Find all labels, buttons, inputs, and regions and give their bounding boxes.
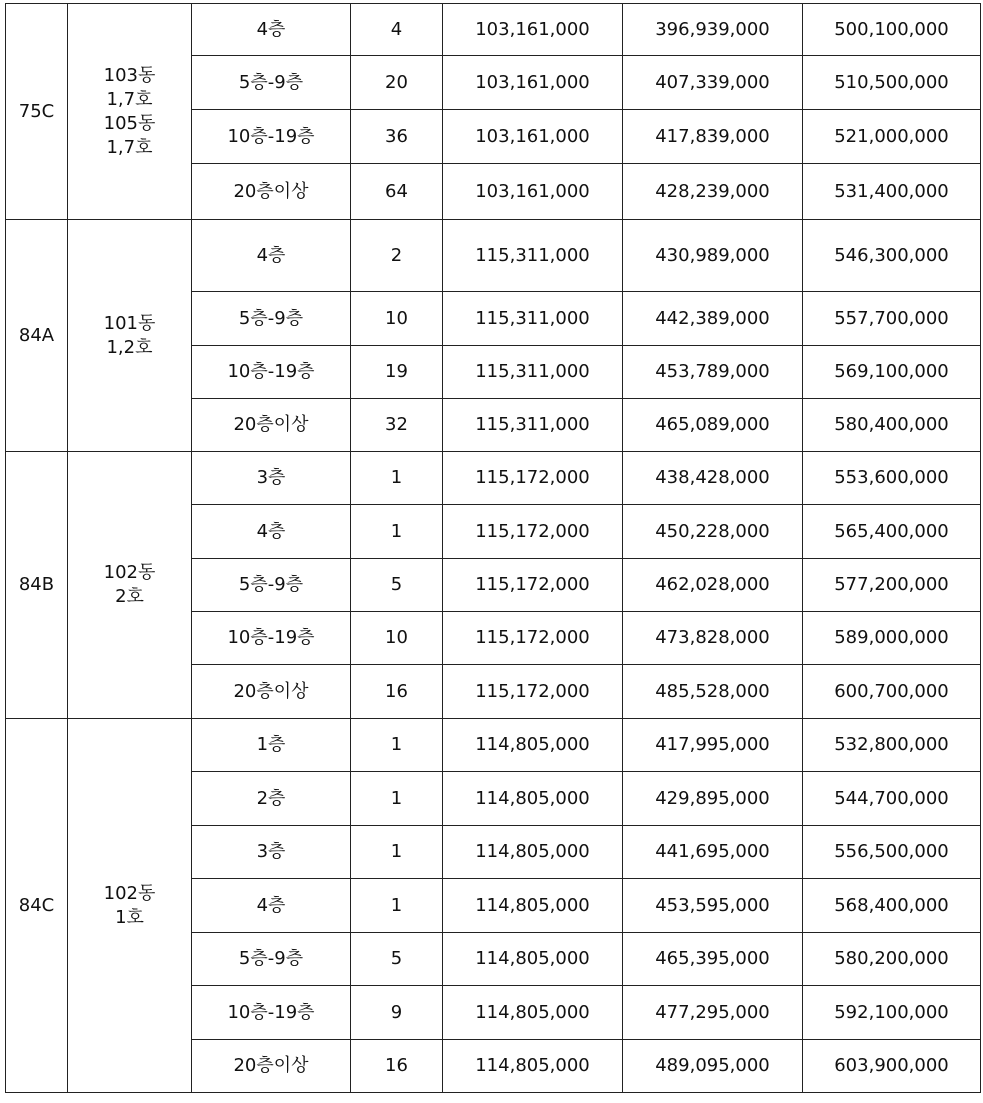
total-price-cell: 580,200,000 bbox=[803, 933, 981, 986]
building-unit-line: 1,7호 bbox=[106, 88, 153, 110]
building-price-cell: 429,895,000 bbox=[623, 772, 803, 826]
floor-cell: 5층-9층 bbox=[192, 56, 351, 110]
building-unit-cell bbox=[68, 452, 192, 719]
total-price-cell: 589,000,000 bbox=[803, 612, 981, 665]
building-price-cell: 396,939,000 bbox=[623, 4, 803, 56]
land-price-cell: 115,311,000 bbox=[443, 399, 623, 452]
unit-count-cell: 1 bbox=[351, 879, 443, 933]
total-price-cell: 531,400,000 bbox=[803, 164, 981, 220]
building-unit-cell bbox=[68, 220, 192, 452]
table-body bbox=[6, 4, 981, 1093]
unit-count-cell: 1 bbox=[351, 826, 443, 879]
unit-count-cell: 1 bbox=[351, 772, 443, 826]
total-price-cell: 592,100,000 bbox=[803, 986, 981, 1040]
land-price-cell: 103,161,000 bbox=[443, 56, 623, 110]
unit-count-cell: 64 bbox=[351, 164, 443, 220]
land-price-cell: 115,311,000 bbox=[443, 346, 623, 399]
total-price-cell: 557,700,000 bbox=[803, 292, 981, 346]
floor-cell: 20층이상 bbox=[192, 665, 351, 719]
land-price-cell: 114,805,000 bbox=[443, 1040, 623, 1093]
floor-cell: 20층이상 bbox=[192, 1040, 351, 1093]
unit-count-cell: 9 bbox=[351, 986, 443, 1040]
unit-count-cell: 32 bbox=[351, 399, 443, 452]
land-price-cell: 115,172,000 bbox=[443, 559, 623, 612]
housing-type-cell: 84A bbox=[6, 220, 68, 452]
building-price-cell: 473,828,000 bbox=[623, 612, 803, 665]
land-price-cell: 114,805,000 bbox=[443, 879, 623, 933]
building-price-cell: 477,295,000 bbox=[623, 986, 803, 1040]
total-price-cell: 500,100,000 bbox=[803, 4, 981, 56]
unit-count-cell: 2 bbox=[351, 220, 443, 292]
floor-cell: 5층-9층 bbox=[192, 933, 351, 986]
total-price-cell: 553,600,000 bbox=[803, 452, 981, 505]
land-price-cell: 114,805,000 bbox=[443, 772, 623, 826]
housing-type-cell: 84B bbox=[6, 452, 68, 719]
land-price-cell: 115,172,000 bbox=[443, 452, 623, 505]
floor-cell: 5층-9층 bbox=[192, 292, 351, 346]
building-unit-cell bbox=[68, 4, 192, 220]
floor-cell: 4층 bbox=[192, 4, 351, 56]
building-price-cell: 407,339,000 bbox=[623, 56, 803, 110]
building-price-cell: 430,989,000 bbox=[623, 220, 803, 292]
building-price-cell: 465,089,000 bbox=[623, 399, 803, 452]
land-price-cell: 103,161,000 bbox=[443, 110, 623, 164]
unit-count-cell: 16 bbox=[351, 1040, 443, 1093]
floor-cell: 3층 bbox=[192, 826, 351, 879]
unit-count-cell: 19 bbox=[351, 346, 443, 399]
floor-cell: 4층 bbox=[192, 505, 351, 559]
total-price-cell: 521,000,000 bbox=[803, 110, 981, 164]
total-price-cell: 568,400,000 bbox=[803, 879, 981, 933]
floor-cell: 2층 bbox=[192, 772, 351, 826]
total-price-cell: 510,500,000 bbox=[803, 56, 981, 110]
land-price-cell: 115,172,000 bbox=[443, 612, 623, 665]
floor-cell: 20층이상 bbox=[192, 164, 351, 220]
land-price-cell: 115,311,000 bbox=[443, 292, 623, 346]
building-unit-line: 103동 bbox=[103, 64, 156, 86]
floor-cell: 10층-19층 bbox=[192, 986, 351, 1040]
building-price-cell: 489,095,000 bbox=[623, 1040, 803, 1093]
unit-count-cell: 1 bbox=[351, 719, 443, 772]
total-price-cell: 546,300,000 bbox=[803, 220, 981, 292]
land-price-cell: 114,805,000 bbox=[443, 719, 623, 772]
table-row bbox=[6, 4, 981, 56]
unit-count-cell: 1 bbox=[351, 452, 443, 505]
building-price-cell: 441,695,000 bbox=[623, 826, 803, 879]
land-price-cell: 115,172,000 bbox=[443, 665, 623, 719]
building-price-cell: 417,839,000 bbox=[623, 110, 803, 164]
table-row bbox=[6, 452, 981, 505]
building-unit-line: 101동 bbox=[103, 312, 156, 334]
total-price-cell: 580,400,000 bbox=[803, 399, 981, 452]
building-price-cell: 485,528,000 bbox=[623, 665, 803, 719]
floor-cell: 1층 bbox=[192, 719, 351, 772]
building-price-cell: 465,395,000 bbox=[623, 933, 803, 986]
total-price-cell: 532,800,000 bbox=[803, 719, 981, 772]
land-price-cell: 114,805,000 bbox=[443, 933, 623, 986]
table-row bbox=[6, 719, 981, 772]
unit-count-cell: 5 bbox=[351, 933, 443, 986]
land-price-cell: 103,161,000 bbox=[443, 164, 623, 220]
housing-type-cell: 84C bbox=[6, 719, 68, 1093]
unit-count-cell: 10 bbox=[351, 292, 443, 346]
floor-cell: 20층이상 bbox=[192, 399, 351, 452]
floor-cell: 10층-19층 bbox=[192, 110, 351, 164]
floor-cell: 3층 bbox=[192, 452, 351, 505]
building-unit-cell bbox=[68, 719, 192, 1093]
building-unit-line: 102동 bbox=[103, 562, 156, 583]
land-price-cell: 115,311,000 bbox=[443, 220, 623, 292]
unit-count-cell: 36 bbox=[351, 110, 443, 164]
floor-cell: 5층-9층 bbox=[192, 559, 351, 612]
total-price-cell: 603,900,000 bbox=[803, 1040, 981, 1093]
building-price-cell: 438,428,000 bbox=[623, 452, 803, 505]
unit-count-cell: 10 bbox=[351, 612, 443, 665]
building-unit-line: 1호 bbox=[115, 906, 144, 928]
total-price-cell: 569,100,000 bbox=[803, 346, 981, 399]
unit-count-cell: 16 bbox=[351, 665, 443, 719]
building-price-cell: 442,389,000 bbox=[623, 292, 803, 346]
floor-cell: 4층 bbox=[192, 879, 351, 933]
building-price-cell: 453,595,000 bbox=[623, 879, 803, 933]
building-unit-line: 2호 bbox=[115, 586, 144, 607]
table-row bbox=[6, 220, 981, 292]
building-price-cell: 428,239,000 bbox=[623, 164, 803, 220]
floor-cell: 10층-19층 bbox=[192, 346, 351, 399]
building-unit-line: 105동 bbox=[103, 112, 156, 134]
floor-cell: 4층 bbox=[192, 220, 351, 292]
building-price-cell: 453,789,000 bbox=[623, 346, 803, 399]
land-price-cell: 114,805,000 bbox=[443, 826, 623, 879]
building-unit-line: 1,7호 bbox=[106, 136, 153, 158]
total-price-cell: 600,700,000 bbox=[803, 665, 981, 719]
land-price-cell: 103,161,000 bbox=[443, 4, 623, 56]
floor-cell: 10층-19층 bbox=[192, 612, 351, 665]
building-unit-line: 102동 bbox=[103, 882, 156, 904]
unit-count-cell: 4 bbox=[351, 4, 443, 56]
housing-type-cell: 75C bbox=[6, 4, 68, 220]
total-price-cell: 577,200,000 bbox=[803, 559, 981, 612]
building-price-cell: 417,995,000 bbox=[623, 719, 803, 772]
total-price-cell: 565,400,000 bbox=[803, 505, 981, 559]
building-price-cell: 462,028,000 bbox=[623, 559, 803, 612]
unit-count-cell: 5 bbox=[351, 559, 443, 612]
total-price-cell: 556,500,000 bbox=[803, 826, 981, 879]
land-price-cell: 114,805,000 bbox=[443, 986, 623, 1040]
unit-count-cell: 1 bbox=[351, 505, 443, 559]
total-price-cell: 544,700,000 bbox=[803, 772, 981, 826]
unit-count-cell: 20 bbox=[351, 56, 443, 110]
land-price-cell: 115,172,000 bbox=[443, 505, 623, 559]
price-table bbox=[5, 3, 981, 1093]
building-price-cell: 450,228,000 bbox=[623, 505, 803, 559]
building-unit-line: 1,2호 bbox=[106, 336, 153, 358]
